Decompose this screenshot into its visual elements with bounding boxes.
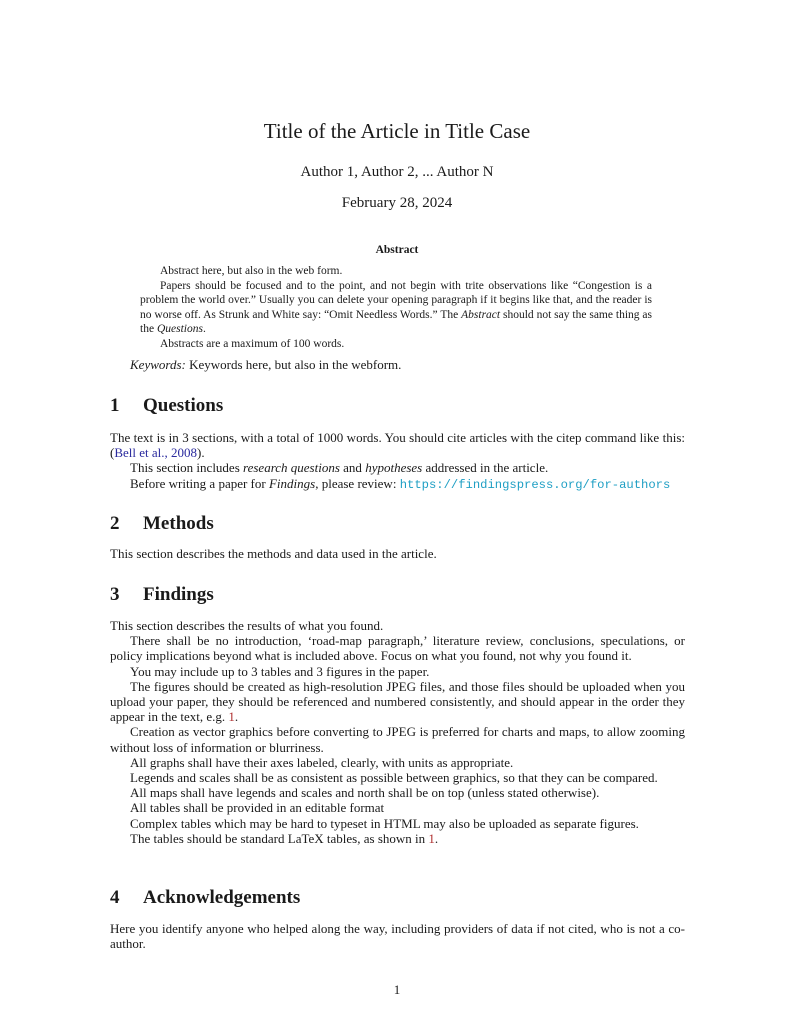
paragraph — [110, 476, 685, 493]
emphasis: Abstract — [461, 308, 501, 321]
paragraph: This section describes the results of what you found. — [110, 618, 384, 633]
section-title: Questions — [143, 395, 224, 416]
author-list: Author 1, Author 2, ... Author N — [300, 164, 494, 180]
section-number: 2 — [110, 513, 120, 534]
section-title: Findings — [143, 584, 214, 605]
section-body-questions — [110, 430, 685, 493]
article-title: Title of the Article in Title Case — [263, 119, 531, 143]
section-body-findings — [110, 618, 685, 846]
paragraph — [110, 430, 685, 460]
emphasis: hypotheses — [365, 460, 423, 476]
section-number: 1 — [110, 395, 120, 416]
abstract-heading: Abstract — [375, 244, 419, 256]
section-title: Methods — [143, 513, 214, 534]
section-heading-findings — [110, 584, 214, 606]
text: should not say the same thing as the — [140, 308, 653, 336]
paragraph: There shall be no introduction, ‘road-map paragraph,’ literature review, conclusions, speculations, or policy implications beyond what is included above. Focus on what you found, not why you found it. — [110, 633, 685, 664]
abstract-paragraph: Abstract here, but also in the web form. — [160, 265, 343, 277]
text: Papers should be focused and to the point, and not begin with trite observations like “Congestion is a problem the world over.” Usually you can delete your opening paragraph if it begins like that, and the reader is no worse off. As Strunk and White say: “Omit Needless Words.” The — [140, 279, 652, 321]
paragraph — [110, 460, 685, 475]
abstract-body — [140, 264, 652, 352]
abstract-paragraph — [140, 279, 652, 337]
section-title: Acknowledgements — [143, 887, 301, 908]
text: and — [339, 460, 366, 476]
paragraph: All maps shall have legends and scales and north shall be on top (unless stated otherwise). — [130, 785, 600, 801]
keywords — [130, 357, 690, 373]
paragraph — [110, 679, 685, 725]
section-body-acknowledgements — [110, 921, 685, 951]
keywords-label: Keywords: — [130, 357, 186, 372]
text: . — [434, 830, 439, 846]
paragraph: Creation as vector graphics before converting to JPEG is preferred for charts and maps, to allow zooming without loss of information or blurriness. — [110, 724, 685, 755]
author-guidelines-link[interactable]: https://findingspress.org/for-authors — [399, 477, 671, 492]
page-number: 1 — [393, 982, 401, 997]
section-body-methods — [110, 546, 685, 561]
text: The figures should be created as high-resolution JPEG files, and those files should be uploaded when you upload your paper, they should be referenced and numbered consistently, and should appear in the order they appear in the text, e.g. — [110, 678, 685, 725]
section-heading-acknowledgements — [110, 887, 300, 909]
paragraph: This section describes the methods and data used in the article. — [110, 546, 437, 561]
paragraph: Complex tables which may be hard to typeset in HTML may also be uploaded as separate figures. — [130, 815, 639, 831]
table-reference-link[interactable]: 1 — [428, 830, 435, 846]
paragraph: Legends and scales shall be as consistent as possible between graphics, so that they can be compared. — [130, 770, 658, 786]
text: The tables should be standard LaTeX tables, as shown in — [130, 830, 429, 846]
text: addressed in the article. — [422, 460, 549, 476]
figure-reference-link[interactable]: 1 — [228, 709, 235, 725]
text: . — [234, 709, 239, 725]
text: This section includes — [130, 460, 244, 476]
text: Before writing a paper for — [130, 475, 269, 491]
section-heading-methods — [110, 513, 214, 535]
paragraph: All tables shall be provided in an editable format — [130, 800, 385, 816]
publication-date: February 28, 2024 — [341, 195, 453, 211]
citation-link[interactable]: Bell et al., 2008 — [114, 445, 198, 461]
paragraph: All graphs shall have their axes labeled, clearly, with units as appropriate. — [130, 754, 514, 770]
emphasis: Findings — [268, 475, 316, 491]
text: The text is in 3 sections, with a total of 1000 words. You should cite articles with the citep command like this: ( — [110, 430, 685, 461]
text: . — [202, 323, 206, 336]
paragraph: You may include up to 3 tables and 3 figures in the paper. — [130, 663, 430, 679]
keywords-text: Keywords here, but also in the webform. — [185, 357, 402, 372]
paragraph — [110, 831, 685, 846]
section-number: 3 — [110, 584, 120, 605]
text: ). — [197, 445, 205, 461]
section-number: 4 — [110, 887, 120, 908]
section-heading-questions — [110, 395, 223, 417]
text: , please review: — [315, 475, 400, 491]
emphasis: research questions — [243, 460, 340, 476]
emphasis: Questions — [156, 323, 203, 336]
paragraph: Here you identify anyone who helped along the way, including providers of data if not cited, who is not a co-author. — [110, 921, 685, 952]
abstract-paragraph: Abstracts are a maximum of 100 words. — [160, 337, 345, 350]
